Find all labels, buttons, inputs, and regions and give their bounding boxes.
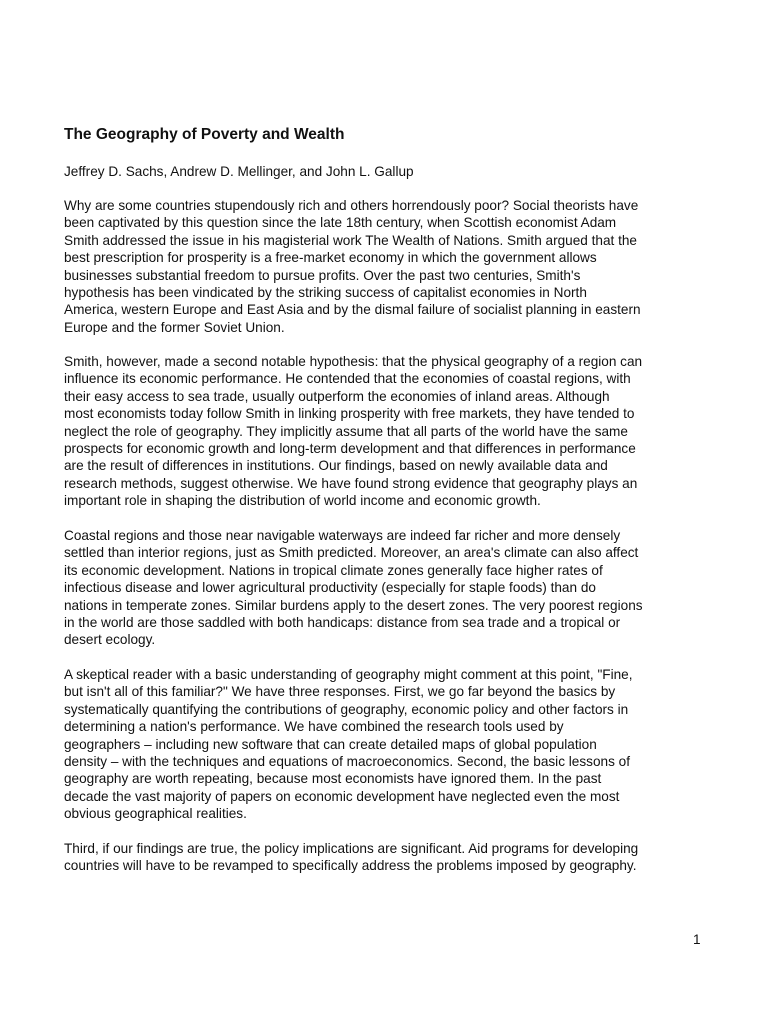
- page-number: 1: [693, 932, 701, 947]
- text-line: Smith, however, made a second notable hypothesis: that the physical geography of a region can: [64, 354, 643, 369]
- text-line: A skeptical reader with a basic understanding of geography might comment at this point, "Fine,: [64, 667, 633, 682]
- text-line: decade the vast majority of papers on economic development have neglected even the most: [64, 788, 620, 804]
- text-line: neglect the role of geography. They implicitly assume that all parts of the world have the same: [64, 423, 628, 439]
- text-line: Coastal regions and those near navigable waterways are indeed far richer and more densely: [64, 528, 621, 543]
- document-title: The Geography of Poverty and Wealth: [64, 126, 345, 143]
- text-line: systematically quantifying the contributions of geography, economic policy and other factors in: [64, 701, 629, 717]
- text-line: best prescription for prosperity is a free-market economy in which the government allows: [64, 250, 597, 266]
- text-line: influence its economic performance. He contended that the economies of coastal regions, with: [64, 371, 631, 387]
- text-line: businesses substantial freedom to pursue profits. Over the past two centuries, Smith's: [64, 267, 581, 283]
- text-line: density – with the techniques and equations of macroeconomics. Second, the basic lessons of: [64, 754, 630, 770]
- text-line: are the result of differences in institutions. Our findings, based on newly available data and: [64, 458, 608, 474]
- text-line: desert ecology.: [64, 632, 156, 648]
- text-line: Smith addressed the issue in his magisterial work The Wealth of Nations. Smith argued that the: [64, 232, 637, 248]
- text-line: research methods, suggest otherwise. We have found strong evidence that geography plays an: [64, 475, 638, 491]
- text-line: America, western Europe and East Asia and by the dismal failure of socialist planning in eastern: [64, 302, 641, 318]
- text-line: prospects for economic growth and long-term development and that differences in performance: [64, 441, 636, 457]
- text-line: most economists today follow Smith in linking prosperity with free markets, they have tended to: [64, 406, 635, 422]
- text-line: nations in temperate zones. Similar burdens apply to the desert zones. The very poorest regions: [64, 597, 643, 613]
- author-list: Jeffrey D. Sachs, Andrew D. Mellinger, and John L. Gallup: [64, 164, 414, 179]
- text-line: Third, if our findings are true, the policy implications are significant. Aid programs for developing: [64, 841, 639, 856]
- text-line: geographers – including new software that can create detailed maps of global population: [64, 736, 597, 752]
- text-line: Why are some countries stupendously rich and others horrendously poor? Social theorists have: [64, 198, 639, 213]
- paragraph-2: [64, 353, 714, 510]
- text-line: its economic development. Nations in tropical climate zones generally face higher rates of: [64, 562, 603, 578]
- text-line: obvious geographical realities.: [64, 806, 247, 822]
- text-line: been captivated by this question since the late 18th century, when Scottish economist Adam: [64, 215, 617, 231]
- paragraph-5: [64, 840, 714, 875]
- text-line: but isn't all of this familiar?" We have three responses. First, we go far beyond the basics by: [64, 684, 616, 700]
- text-line: in the world are those saddled with both handicaps: distance from sea trade and a tropical or: [64, 615, 621, 631]
- paragraph-4: [64, 666, 714, 823]
- text-line: geography are worth repeating, because most economists have ignored them. In the past: [64, 771, 602, 787]
- text-line: their easy access to sea trade, usually outperform the economies of inland areas. Although: [64, 388, 610, 404]
- text-line: settled than interior regions, just as Smith predicted. Moreover, an area's climate can also affect: [64, 545, 639, 561]
- text-line: Europe and the former Soviet Union.: [64, 319, 285, 335]
- text-line: important role in shaping the distribution of world income and economic growth.: [64, 493, 541, 509]
- text-line: determining a nation's performance. We have combined the research tools used by: [64, 719, 564, 735]
- text-line: countries will have to be revamped to specifically address the problems imposed by geography.: [64, 858, 637, 874]
- text-line: hypothesis has been vindicated by the striking success of capitalist economies in North: [64, 285, 587, 301]
- text-line: infectious disease and lower agricultural productivity (especially for staple foods) than do: [64, 580, 596, 596]
- paragraph-3: [64, 527, 714, 649]
- paragraph-1: [64, 197, 714, 336]
